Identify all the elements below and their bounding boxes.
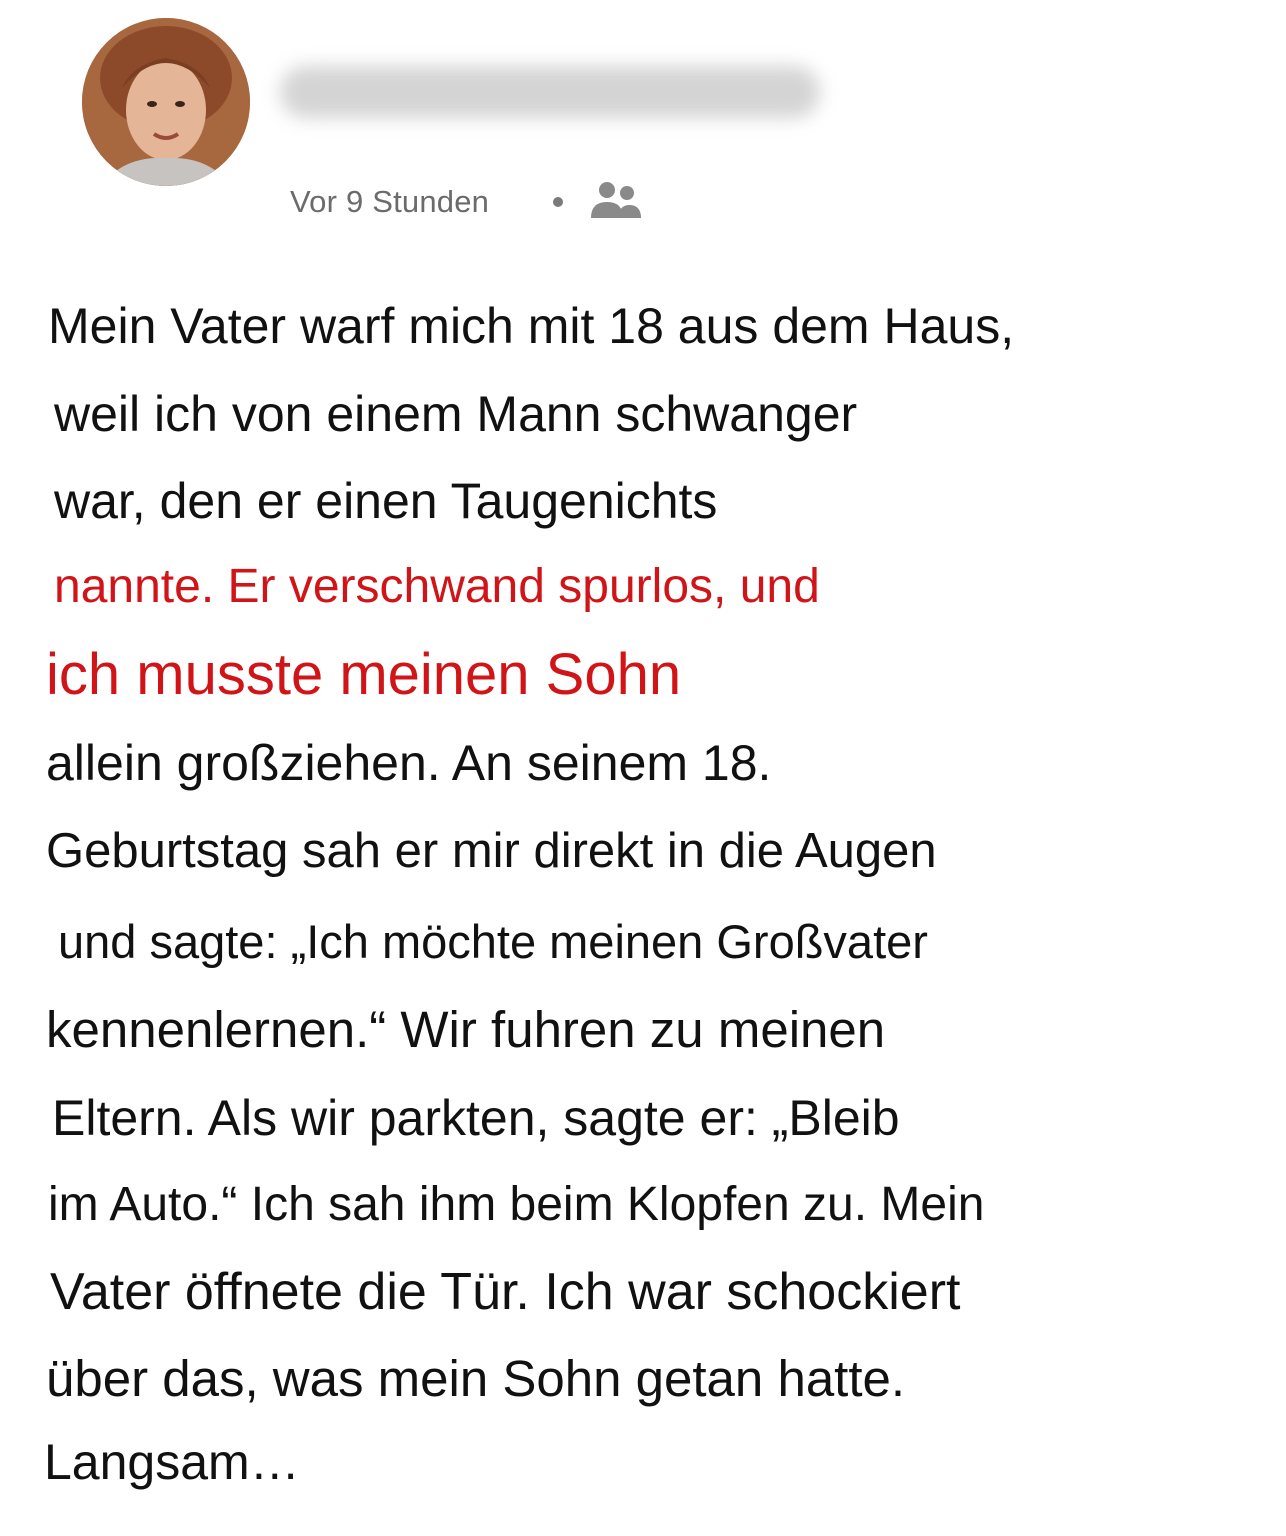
post-timestamp[interactable]: Vor 9 Stunden [290, 184, 490, 219]
post-text-line: über das, was mein Sohn getan hatte. [46, 1350, 906, 1407]
post-text-line: im Auto.“ Ich sah ihm beim Klopfen zu. Mein [48, 1178, 985, 1231]
post-text-line-highlight: ich musste meinen Sohn [46, 642, 682, 707]
post-text-line: Mein Vater warf mich mit 18 aus dem Haus, [48, 298, 1015, 354]
post-text-line: kennenlernen.“ Wir fuhren zu meinen [46, 1001, 886, 1058]
post-text-line-highlight: nannte. Er verschwand spurlos, und [54, 560, 820, 613]
post-text-line: Vater öffnete die Tür. Ich war schockiert [50, 1263, 961, 1321]
post-text-line: war, den er einen Taugenichts [54, 473, 718, 529]
post-text-line: Geburtstag sah er mir direkt in die Augen [46, 824, 937, 878]
post-text-line: weil ich von einem Mann schwanger [54, 386, 858, 442]
post-text-line: Eltern. Als wir parkten, sagte er: „Bleib [52, 1090, 900, 1146]
post-text-line: allein großziehen. An seinem 18. [46, 735, 772, 791]
post-text-line: Langsam… [44, 1434, 300, 1490]
post-text-line: und sagte: „Ich möchte meinen Großvater [58, 915, 928, 968]
